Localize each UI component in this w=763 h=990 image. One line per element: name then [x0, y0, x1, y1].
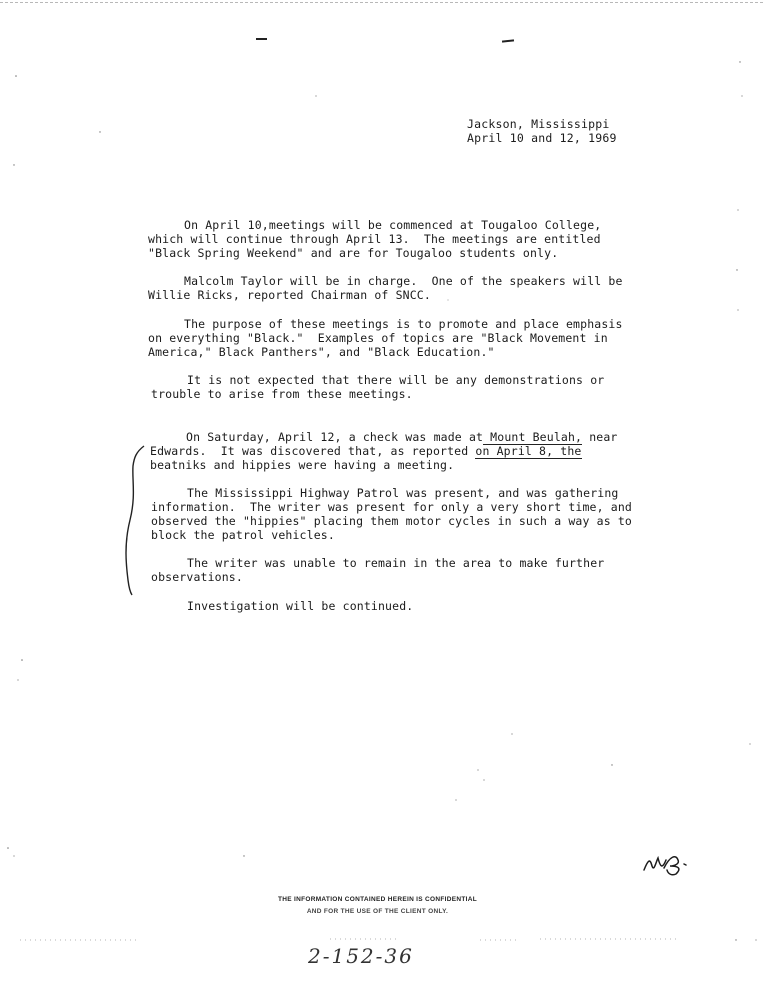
- confidentiality-notice-line2: AND FOR THE USE OF THE CLIENT ONLY.: [306, 908, 449, 915]
- paragraph-line: Willie Ricks, reported Chairman of SNCC.: [148, 288, 431, 302]
- handwritten-file-number: 2-152-36: [308, 944, 414, 968]
- paragraph-line: beatniks and hippies were having a meeting.: [150, 458, 455, 472]
- dateline-dates: April 10 and 12, 1969: [467, 131, 617, 145]
- paragraph-line: "Black Spring Weekend" and are for Tougaloo students only.: [148, 246, 559, 260]
- dateline-location: Jackson, Mississippi: [467, 117, 610, 131]
- paragraph-text: On Saturday, April 12, a check was made at: [186, 430, 484, 444]
- paragraph-text: Edwards. It was discovered that, as reported: [150, 444, 476, 458]
- paragraph-line: observed the "hippies" placing them motor cycles in such a way as to: [151, 514, 633, 528]
- paragraph-line: which will continue through April 13. The meetings are entitled: [148, 232, 601, 246]
- paragraph-line: On April 10,meetings will be commenced at Tougaloo College,: [184, 218, 602, 232]
- paragraph-line: It is not expected that there will be any demonstrations or: [187, 373, 605, 387]
- paragraph-line: The writer was unable to remain in the area to make further: [187, 556, 605, 570]
- paragraph-line: information. The writer was present for only a very short time, and: [151, 500, 633, 514]
- paragraph-line: The purpose of these meetings is to promote and place emphasis: [184, 317, 623, 331]
- paragraph-line: Investigation will be continued.: [187, 599, 414, 613]
- paragraph-line: block the patrol vehicles.: [151, 528, 335, 542]
- underlined-place-name: Mount Beulah,: [483, 430, 583, 444]
- paragraph-line: on everything "Black." Examples of topics are "Black Movement in: [148, 331, 608, 345]
- paragraph-line: Malcolm Taylor will be in charge. One of the speakers will be: [184, 274, 623, 288]
- paragraph-text: near: [582, 430, 618, 444]
- confidentiality-notice-line1: THE INFORMATION CONTAINED HEREIN IS CONFIDENTIAL: [277, 896, 478, 903]
- paragraph-line: observations.: [151, 570, 243, 584]
- paragraph-line: America," Black Panthers", and "Black Education.": [148, 345, 495, 359]
- paragraph-line: trouble to arise from these meetings.: [151, 387, 413, 401]
- underlined-date: on April 8, the: [475, 444, 582, 458]
- paragraph-line: The Mississippi Highway Patrol was present, and was gathering: [187, 486, 619, 500]
